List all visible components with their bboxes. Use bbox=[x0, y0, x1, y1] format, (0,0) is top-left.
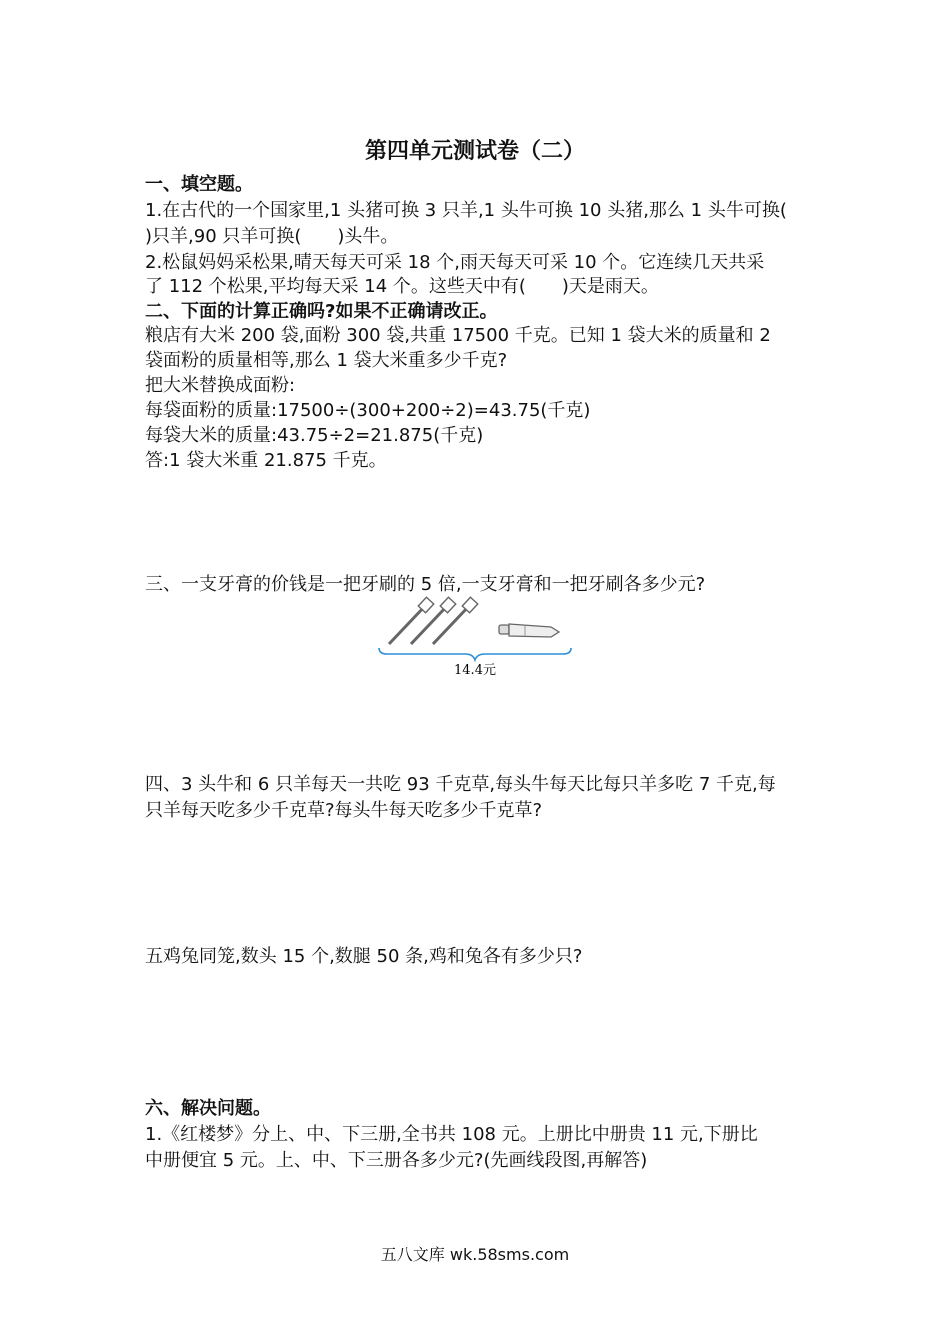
q2-line2: 了 112 个松果,平均每天采 14 个。这些天中有( )天是雨天。 bbox=[145, 276, 659, 297]
q1-line2: )只羊,90 只羊可换( )头牛。 bbox=[145, 226, 399, 247]
section1-heading: 一、填空题。 bbox=[145, 174, 253, 195]
s4-line2: 只羊每天吃多少千克草?每头牛每天吃多少千克草? bbox=[145, 800, 543, 821]
section6-heading: 六、解决问题。 bbox=[145, 1098, 271, 1119]
q2-line1: 2.松鼠妈妈采松果,晴天每天可采 18 个,雨天每天可采 10 个。它连续几天共采 bbox=[145, 252, 765, 273]
s2-line1: 粮店有大米 200 袋,面粉 300 袋,共重 17500 千克。已知 1 袋大米的质量和 2 bbox=[145, 325, 771, 346]
s5-line: 五鸡兔同笼,数头 15 个,数腿 50 条,鸡和兔各有多少只? bbox=[145, 946, 583, 967]
page-title: 第四单元测试卷（二） bbox=[364, 138, 585, 164]
s2-line5: 每袋大米的质量:43.75÷2=21.875(千克) bbox=[145, 425, 484, 446]
s2-line4: 每袋面粉的质量:17500÷(300+200÷2)=43.75(千克) bbox=[145, 400, 591, 421]
s6-line1: 1.《红楼梦》分上、中、下三册,全书共 108 元。上册比中册贵 11 元,下册比 bbox=[145, 1124, 758, 1145]
s2-line6: 答:1 袋大米重 21.875 千克。 bbox=[145, 450, 387, 471]
toothpaste-icon bbox=[499, 624, 559, 637]
section2-heading: 二、下面的计算正确吗?如果不正确请改正。 bbox=[145, 301, 498, 322]
toothbrush-toothpaste-figure bbox=[375, 596, 575, 682]
s2-line2: 袋面粉的质量相等,那么 1 袋大米重多少千克? bbox=[145, 350, 508, 371]
s6-line2: 中册便宜 5 元。上、中、下三册各多少元?(先画线段图,再解答) bbox=[145, 1150, 648, 1171]
brace bbox=[379, 648, 571, 660]
s4-line1: 四、3 头牛和 6 只羊每天一共吃 93 千克草,每头牛每天比每只羊多吃 7 千克,每 bbox=[145, 774, 776, 795]
q1-line1: 1.在古代的一个国家里,1 头猪可换 3 只羊,1 头牛可换 10 头猪,那么 1 头牛可换( bbox=[145, 200, 787, 221]
footer-watermark: 五八文库 wk.58sms.com bbox=[380, 1245, 570, 1264]
section3-question: 三、一支牙膏的价钱是一把牙刷的 5 倍,一支牙膏和一把牙刷各多少元? bbox=[145, 574, 706, 595]
total-price-label: 14.4元 bbox=[454, 663, 496, 678]
toothbrush-icon bbox=[389, 597, 434, 644]
s2-line3: 把大米替换成面粉: bbox=[145, 375, 296, 396]
